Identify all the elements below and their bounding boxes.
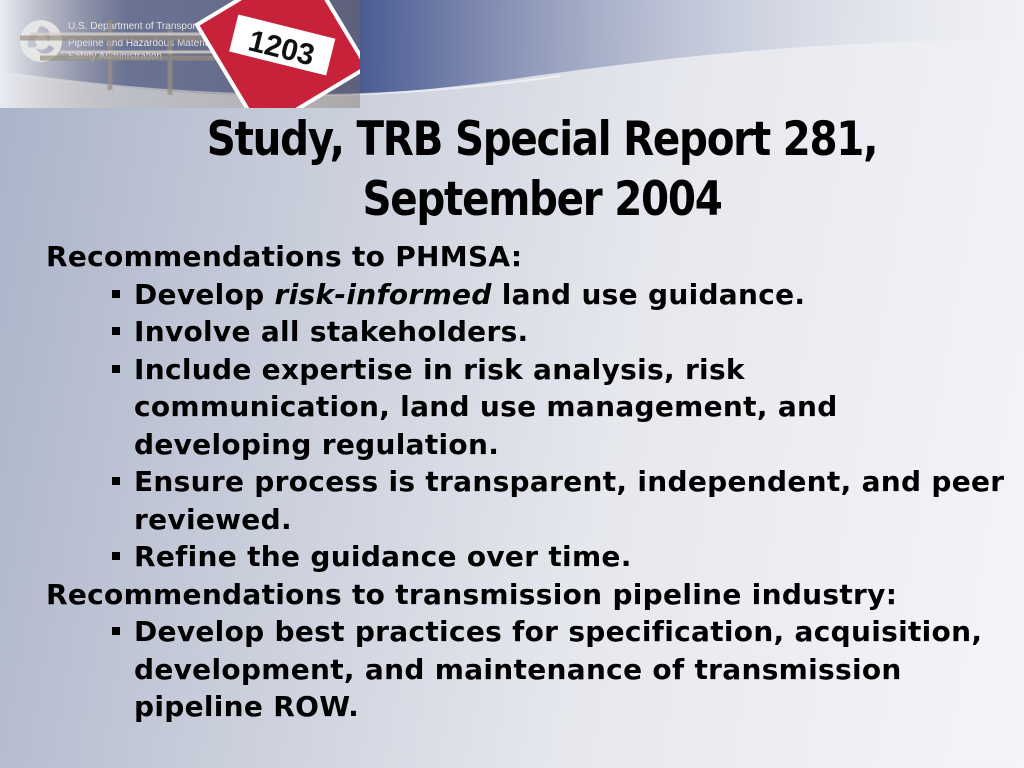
- list-item: [134, 613, 1006, 726]
- list-item-text: Ensure process is transparent, independent, and peer reviewed.: [134, 465, 1005, 536]
- list-item: [134, 538, 1006, 576]
- placard-number: 1203: [245, 24, 318, 73]
- bullet-square-icon: [112, 477, 120, 485]
- section-heading-industry: Recommendations to transmission pipeline industry:: [46, 577, 898, 611]
- slide-title-line-2: September 2004: [362, 172, 722, 227]
- bullet-square-icon: [112, 290, 120, 298]
- list-item-text: Involve all stakeholders.: [134, 315, 529, 348]
- list-item-text: Develop best practices for specification, acquisition, development, and maintenance of transmission pipeline ROW.: [134, 615, 983, 723]
- list-item: [134, 276, 1006, 314]
- list-item-emphasis: risk-informed: [274, 277, 492, 311]
- bullet-square-icon: [112, 552, 120, 560]
- list-item: [134, 313, 1006, 351]
- slide-title-line-1: Study, TRB Special Report 281,: [206, 112, 878, 167]
- bullet-square-icon: [112, 627, 120, 635]
- list-item-text: Include expertise in risk analysis, risk communication, land use management, and developing regulation.: [134, 352, 838, 461]
- list-item: [134, 463, 1006, 538]
- slide-content: [46, 238, 1006, 726]
- section-heading-phmsa: Recommendations to PHMSA:: [46, 240, 523, 273]
- slide-title: [145, 110, 940, 230]
- list-item-text: Develop: [134, 277, 275, 311]
- list-item: [134, 351, 1006, 464]
- industry-recommendations-list: [46, 613, 1006, 726]
- header-band: [0, 0, 1024, 110]
- bullet-square-icon: [112, 365, 120, 373]
- hazmat-placard-photo: [0, 0, 360, 108]
- bullet-square-icon: [112, 327, 120, 335]
- list-item-text: land use guidance.: [491, 277, 806, 311]
- phmsa-recommendations-list: [46, 276, 1006, 576]
- list-item-text: Refine the guidance over time.: [134, 540, 632, 573]
